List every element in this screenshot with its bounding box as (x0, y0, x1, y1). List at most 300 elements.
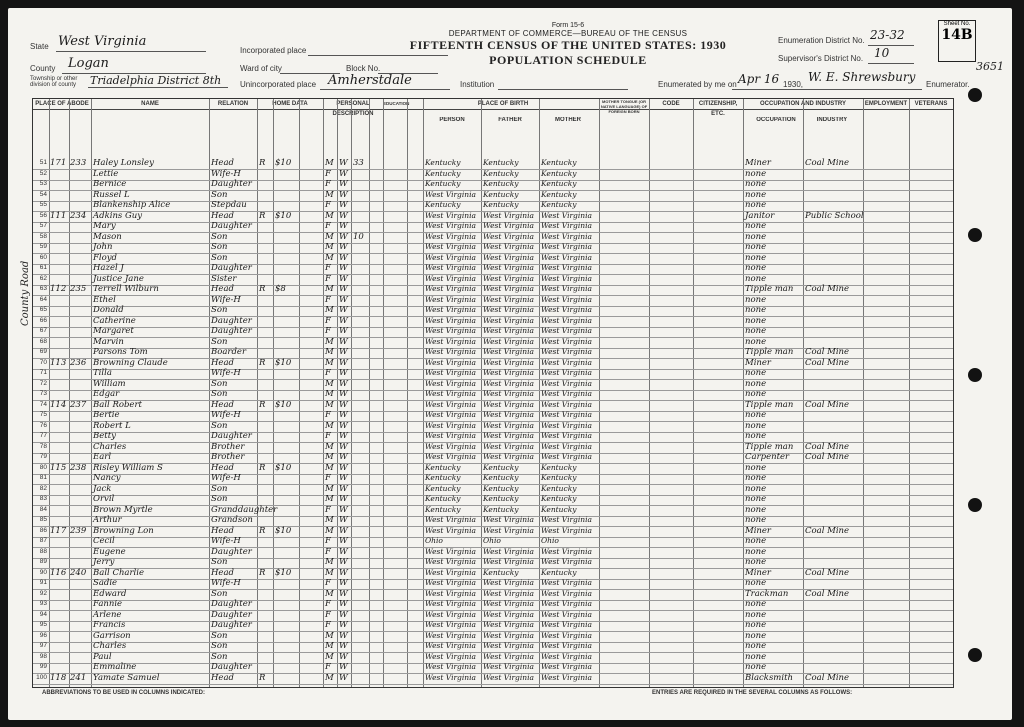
cell-race: W (339, 651, 348, 662)
cell-mother: West Virginia (541, 578, 592, 587)
cell-sex: M (325, 378, 334, 389)
cell-sex: M (325, 441, 334, 452)
cell-father: West Virginia (483, 441, 534, 451)
cell-home: R (259, 567, 266, 578)
line-number: 98 (39, 652, 47, 660)
cell-value: $10 (275, 567, 292, 578)
cell-relation: Son (211, 378, 228, 389)
sheet-stamp: 3651 (976, 60, 1004, 73)
cell-mother: West Virginia (541, 315, 592, 325)
cell-sex: F (325, 368, 331, 378)
cell-family: 236 (70, 357, 87, 368)
cell-race: W (339, 609, 348, 620)
cell-name: Hazel J (93, 263, 124, 273)
enumerated-date: Apr 16 (738, 72, 780, 86)
line-number: 65 (39, 306, 47, 313)
cell-sex: M (325, 672, 334, 683)
cell-relation: Son (211, 588, 228, 599)
cell-birth: West Virginia (425, 441, 476, 451)
cell-name: Ethel (93, 294, 116, 305)
cell-industry: Coal Mine (805, 441, 850, 452)
line-number: 55 (39, 201, 47, 208)
line-number: 85 (39, 516, 47, 523)
cell-sex: M (325, 557, 334, 567)
cell-sex: F (325, 431, 331, 441)
cell-father: West Virginia (483, 263, 534, 272)
cell-dwelling: 116 (50, 567, 67, 578)
binder-hole (968, 648, 982, 662)
cell-sex: F (325, 168, 331, 179)
cell-sex: M (325, 630, 334, 641)
cell-mother: West Virginia (541, 378, 592, 388)
line-number: 60 (39, 253, 47, 261)
cell-birth: West Virginia (425, 557, 476, 566)
cell-father: West Virginia (483, 242, 534, 251)
cell-sex: M (325, 420, 334, 431)
cell-race: W (339, 557, 348, 567)
cell-family: 241 (70, 672, 87, 683)
cell-family: 238 (70, 462, 87, 473)
cell-father: West Virginia (483, 210, 534, 220)
schedule-title: POPULATION SCHEDULE (489, 53, 647, 67)
cell-father: West Virginia (483, 231, 534, 241)
binder-hole (968, 498, 982, 512)
cell-relation: Wife-H (211, 294, 241, 305)
cell-relation: Daughter (211, 326, 252, 336)
cell-birth: West Virginia (425, 546, 476, 556)
cell-race: W (339, 294, 348, 305)
group-name: NAME (91, 99, 210, 110)
line-number: 70 (39, 358, 47, 366)
cell-occupation: Tipple man (745, 399, 794, 410)
cell-relation: Wife-H (211, 168, 241, 179)
cell-birth: West Virginia (425, 242, 476, 251)
cell-mother: Kentucky (541, 168, 577, 178)
cell-relation: Daughter (211, 263, 252, 273)
cell-birth: West Virginia (425, 515, 476, 524)
cell-birth: West Virginia (425, 410, 476, 419)
cell-race: W (339, 420, 348, 431)
cell-father: West Virginia (483, 599, 534, 608)
cell-sex: M (325, 305, 334, 315)
cell-name: Margaret (93, 326, 134, 336)
cell-father: Kentucky (483, 158, 519, 167)
table-row (33, 674, 953, 685)
cell-name: Yamate Samuel (93, 672, 160, 683)
cell-sex: M (325, 158, 334, 168)
cell-sex: F (325, 179, 331, 189)
cell-birth: West Virginia (425, 399, 476, 409)
cell-father: West Virginia (483, 420, 534, 430)
cell-mother: West Virginia (541, 305, 592, 314)
cell-name: Bertie (93, 410, 120, 420)
cell-mother: West Virginia (541, 515, 592, 524)
cell-sex: M (325, 210, 334, 221)
block-label: Block No. (346, 64, 381, 73)
cell-relation: Head (211, 525, 234, 536)
cell-mother: West Virginia (541, 420, 592, 430)
cell-race: W (339, 399, 348, 410)
cell-name: Edward (93, 588, 127, 599)
cell-name: Browning Lon (93, 525, 154, 536)
group-occupation: OCCUPATION AND INDUSTRY (743, 99, 864, 110)
cell-occupation: Blacksmith (745, 672, 793, 683)
cell-sex: F (325, 620, 331, 630)
cell-birth: West Virginia (425, 641, 476, 650)
line-number: 93 (39, 600, 47, 607)
cell-dwelling: 114 (50, 399, 67, 410)
cell-race: W (339, 200, 348, 210)
cell-name: Mary (93, 221, 116, 231)
cell-mother: West Virginia (541, 294, 592, 304)
line-number: 89 (39, 558, 47, 565)
cell-dwelling: 117 (50, 525, 67, 536)
cell-occupation: none (745, 620, 767, 630)
cell-birth: Kentucky (425, 504, 461, 514)
cell-race: W (339, 263, 348, 273)
group-place-of-birth: PLACE OF BIRTH (407, 99, 600, 110)
line-number: 81 (39, 474, 47, 481)
cell-mother: West Virginia (541, 431, 592, 440)
cell-occupation: none (745, 494, 767, 504)
cell-occupation: Miner (745, 158, 771, 168)
cell-occupation: none (745, 641, 767, 651)
cell-birth: Kentucky (425, 200, 461, 209)
cell-mother: West Virginia (541, 452, 592, 461)
census-sheet (8, 8, 1012, 720)
line-number: 52 (39, 169, 47, 177)
cell-value: $10 (275, 357, 292, 368)
cell-relation: Son (211, 189, 228, 200)
state-label: State (30, 42, 49, 51)
cell-birth: West Virginia (425, 305, 476, 314)
cell-home: R (259, 462, 266, 473)
cell-name: Marvin (93, 336, 124, 347)
cell-sex: F (325, 536, 331, 546)
cell-occupation: none (745, 546, 767, 557)
cell-mother: West Virginia (541, 609, 592, 619)
cell-relation: Daughter (211, 620, 252, 630)
line-number: 99 (39, 663, 47, 670)
cell-sex: M (325, 389, 334, 399)
cell-family: 233 (70, 158, 87, 168)
cell-occupation: none (745, 473, 767, 483)
line-number: 79 (39, 453, 47, 460)
cell-name: Charles (93, 441, 127, 452)
cell-occupation: Trackman (745, 588, 789, 599)
cell-industry: Coal Mine (805, 399, 850, 410)
cell-mother: Kentucky (541, 189, 577, 199)
cell-name: Arthur (93, 515, 122, 525)
cell-relation: Head (211, 567, 234, 578)
cell-father: Ohio (483, 536, 501, 545)
cell-value: $10 (275, 158, 292, 168)
cell-race: W (339, 525, 348, 536)
sheet-label: Sheet No. (943, 21, 971, 27)
cell-occupation: none (745, 462, 767, 473)
cell-home: R (259, 284, 266, 294)
line-number: 94 (39, 610, 47, 618)
cell-industry: Coal Mine (805, 525, 850, 536)
cell-father: West Virginia (483, 578, 534, 587)
group-veterans: VETERANS (909, 99, 953, 110)
cell-occupation: none (745, 515, 767, 525)
footer (32, 688, 952, 712)
cell-occupation: Tipple man (745, 347, 794, 357)
cell-father: West Virginia (483, 609, 534, 619)
binder-hole (968, 228, 982, 242)
abbreviations-note: ABBREVIATIONS TO BE USED IN COLUMNS INDICATED: (42, 690, 206, 696)
cell-father: West Virginia (483, 641, 534, 650)
cell-dwelling: 113 (50, 357, 67, 368)
line-number: 84 (39, 505, 47, 513)
cell-name: Blankenship Alice (93, 200, 171, 210)
cell-birth: West Virginia (425, 651, 476, 661)
cell-birth: Kentucky (425, 494, 461, 503)
cell-occupation: none (745, 179, 767, 189)
cell-race: W (339, 326, 348, 336)
incorporated-label: Incorporated place (240, 46, 307, 55)
cell-home: R (259, 525, 266, 536)
cell-sex: M (325, 483, 334, 494)
cell-sex: F (325, 504, 331, 515)
cell-mother: West Virginia (541, 641, 592, 650)
cell-mother: West Virginia (541, 242, 592, 251)
cell-family: 235 (70, 284, 87, 294)
entries-note: ENTRIES ARE REQUIRED IN THE SEVERAL COLUMNS AS FOLLOWS: (652, 690, 853, 696)
cell-industry: Coal Mine (805, 588, 850, 599)
sheet-number-box (938, 20, 976, 62)
cell-name: Terrell Wilburn (93, 284, 159, 294)
cell-name: Brown Myrtle (93, 504, 153, 515)
cell-mother: West Virginia (541, 273, 592, 283)
cell-occupation: Janitor (745, 210, 775, 221)
line-number: 90 (39, 568, 47, 576)
cell-birth: West Virginia (425, 389, 476, 398)
cell-father: Kentucky (483, 504, 519, 514)
township-label: Township or other division of county (30, 76, 78, 88)
cell-sex: F (325, 200, 331, 210)
cell-name: Donald (93, 305, 124, 315)
group-personal: PERSONAL DESCRIPTION (323, 99, 384, 110)
cell-race: W (339, 452, 348, 462)
line-number: 86 (39, 526, 47, 534)
enumerator-name: W. E. Shrewsbury (808, 70, 916, 84)
cell-occupation: none (745, 578, 767, 588)
cell-sex: F (325, 410, 331, 420)
cell-relation: Wife-H (211, 578, 241, 588)
cell-race: W (339, 168, 348, 179)
cell-relation: Son (211, 630, 228, 641)
cell-name: Adkins Guy (93, 210, 143, 221)
cell-mother: Kentucky (541, 567, 577, 577)
cell-relation: Daughter (211, 662, 252, 672)
cell-sex: F (325, 473, 331, 483)
cell-occupation: none (745, 273, 767, 284)
cell-age: 33 (353, 158, 364, 168)
cell-occupation: none (745, 431, 767, 441)
cell-birth: West Virginia (425, 630, 476, 640)
cell-mother: Kentucky (541, 200, 577, 209)
line-number: 83 (39, 495, 47, 502)
line-number: 96 (39, 631, 47, 639)
cell-name: Eugene (93, 546, 126, 557)
group-education: EDUCATION (383, 99, 408, 110)
cell-race: W (339, 515, 348, 525)
cell-relation: Son (211, 389, 228, 399)
cell-father: West Virginia (483, 515, 534, 524)
cell-value: $10 (275, 210, 292, 221)
cell-birth: West Virginia (425, 452, 476, 461)
unincorporated-label: Unincorporated place (240, 80, 317, 89)
cell-sex: M (325, 399, 334, 410)
group-code: CODE (649, 99, 694, 110)
cell-relation: Daughter (211, 546, 252, 557)
cell-sex: M (325, 588, 334, 599)
line-number: 63 (39, 285, 47, 292)
cell-occupation: Miner (745, 525, 771, 536)
cell-occupation: none (745, 242, 767, 252)
cell-birth: West Virginia (425, 263, 476, 272)
cell-mother: West Virginia (541, 347, 592, 356)
line-number: 61 (39, 264, 47, 271)
cell-father: West Virginia (483, 651, 534, 661)
cell-industry: Coal Mine (805, 158, 850, 168)
census-grid (32, 98, 954, 688)
line-number: 95 (39, 621, 47, 628)
cell-father: West Virginia (483, 672, 534, 682)
cell-birth: West Virginia (425, 347, 476, 356)
cell-race: W (339, 284, 348, 294)
cell-father: West Virginia (483, 252, 534, 262)
cell-father: West Virginia (483, 662, 534, 671)
line-number: 78 (39, 442, 47, 450)
cell-name: Charles (93, 641, 127, 651)
institution-label: Institution (460, 80, 495, 89)
cell-race: W (339, 357, 348, 368)
county-label: County (30, 64, 56, 73)
cell-father: West Virginia (483, 399, 534, 409)
cell-relation: Son (211, 494, 228, 504)
cell-relation: Daughter (211, 315, 252, 326)
cell-sex: M (325, 515, 334, 525)
cell-mother: West Virginia (541, 662, 592, 671)
cell-relation: Son (211, 305, 228, 315)
cell-mother: West Virginia (541, 630, 592, 640)
cell-relation: Son (211, 242, 228, 252)
cell-sex: M (325, 189, 334, 200)
cell-relation: Brother (211, 452, 245, 462)
cell-value: $10 (275, 525, 292, 536)
cell-race: W (339, 567, 348, 578)
cell-name: Betty (93, 431, 116, 441)
cell-sex: M (325, 651, 334, 662)
cell-race: W (339, 410, 348, 420)
cell-sex: M (325, 252, 334, 263)
enum-district-label: Enumeration District No. (778, 36, 865, 45)
cell-name: Russel L (93, 189, 130, 200)
cell-birth: West Virginia (425, 567, 476, 577)
cell-mother: West Virginia (541, 599, 592, 608)
cell-name: Garrison (93, 630, 131, 641)
cell-name: Emmaline (93, 662, 137, 672)
cell-dwelling: 118 (50, 672, 67, 683)
line-number: 74 (39, 400, 47, 408)
cell-occupation: Tipple man (745, 441, 794, 452)
cell-mother: Kentucky (541, 473, 577, 482)
cell-name: Catherine (93, 315, 136, 326)
cell-mother: Kentucky (541, 462, 577, 472)
cell-mother: West Virginia (541, 546, 592, 556)
cell-race: W (339, 473, 348, 483)
line-number: 57 (39, 222, 47, 229)
cell-sex: M (325, 231, 334, 242)
line-number: 82 (39, 484, 47, 492)
cell-industry: Public School (805, 210, 864, 221)
cell-sex: M (325, 357, 334, 368)
group-employment: EMPLOYMENT (863, 99, 910, 110)
cell-occupation: none (745, 189, 767, 200)
cell-father: West Virginia (483, 630, 534, 640)
cell-relation: Head (211, 210, 234, 221)
cell-sex: M (325, 462, 334, 473)
cell-race: W (339, 158, 348, 168)
cell-sex: M (325, 494, 334, 504)
cell-sex: M (325, 347, 334, 357)
cell-name: Jack (93, 483, 112, 494)
cell-birth: West Virginia (425, 210, 476, 220)
cell-name: Fannie (93, 599, 123, 609)
line-number: 87 (39, 537, 47, 544)
line-number: 62 (39, 274, 47, 282)
cell-birth: Ohio (425, 536, 443, 545)
cell-occupation: none (745, 315, 767, 326)
cell-relation: Daughter (211, 609, 252, 620)
cell-race: W (339, 630, 348, 641)
cell-father: Kentucky (483, 462, 519, 472)
cell-sex: M (325, 452, 334, 462)
cell-mother: West Virginia (541, 588, 592, 598)
cell-occupation: none (745, 200, 767, 210)
group-relation: RELATION (209, 99, 258, 110)
cell-mother: West Virginia (541, 263, 592, 272)
cell-relation: Sister (211, 273, 237, 284)
cell-father: West Virginia (483, 368, 534, 377)
cell-relation: Wife-H (211, 536, 241, 546)
cell-mother: Ohio (541, 536, 559, 545)
cell-occupation: none (745, 305, 767, 315)
cell-name: Paul (93, 651, 112, 662)
cell-name: Orvil (93, 494, 115, 504)
cell-occupation: none (745, 651, 767, 662)
cell-relation: Son (211, 336, 228, 347)
line-number: 100 (36, 673, 47, 681)
cell-dwelling: 111 (50, 210, 67, 221)
cell-birth: West Virginia (425, 662, 476, 671)
unincorporated-value: Amherstdale (328, 73, 412, 88)
cell-birth: Kentucky (425, 473, 461, 482)
cell-birth: West Virginia (425, 336, 476, 346)
supervisor-value: 10 (874, 46, 890, 60)
cell-birth: West Virginia (425, 252, 476, 262)
township-value: Triadelphia District 8th (90, 74, 222, 87)
cell-father: West Virginia (483, 431, 534, 440)
cell-occupation: none (745, 410, 767, 420)
cell-race: W (339, 672, 348, 683)
cell-race: W (339, 231, 348, 242)
cell-occupation: none (745, 662, 767, 672)
cell-name: Parsons Tom (93, 347, 148, 357)
